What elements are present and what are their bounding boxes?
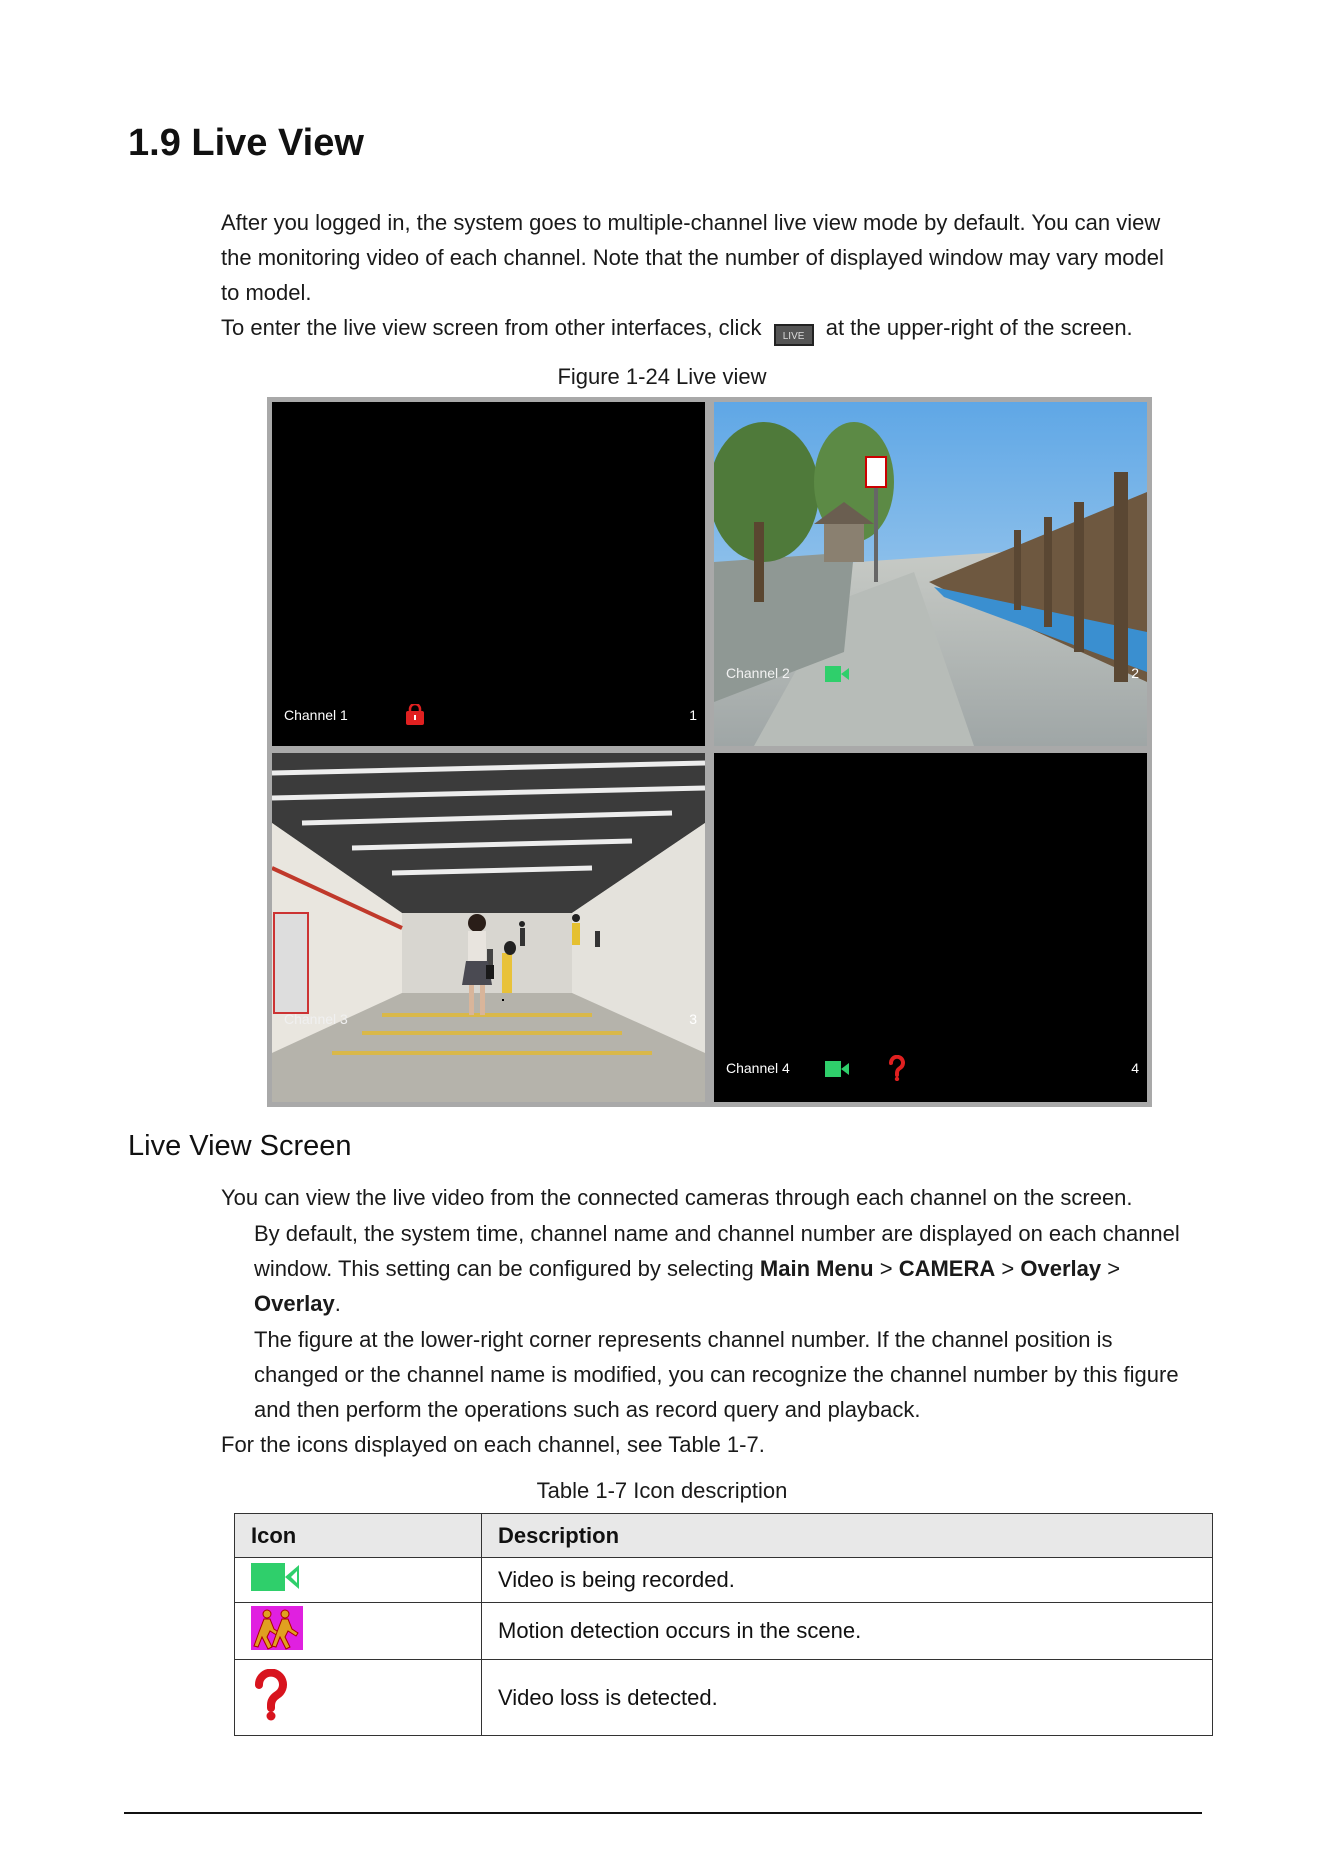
bullet-line: [254, 1286, 1234, 1321]
figure-caption: Figure 1-24 Live view: [557, 364, 767, 389]
lock-alarm-icon: [405, 704, 425, 726]
period: .: [334, 1291, 341, 1316]
table-row: [235, 1603, 1213, 1660]
path-separator: >: [1001, 1256, 1015, 1281]
icon-cell: [235, 1558, 482, 1603]
channel-tile-1[interactable]: [272, 402, 705, 746]
screen-paragraph-2: For the icons displayed on each channel, see Table 1-7.: [221, 1432, 765, 1457]
table-header-row: [235, 1514, 1213, 1558]
record-icon: [251, 1563, 299, 1591]
channel-tile-4[interactable]: [714, 753, 1147, 1102]
channel-name: Channel 3: [284, 1011, 348, 1027]
channel-tile-3[interactable]: [272, 753, 705, 1102]
icon-description-table: [234, 1513, 1213, 1736]
menu-path-main-menu: Main Menu: [759, 1256, 874, 1281]
header-description: Description: [482, 1514, 1213, 1558]
intro-line: to model.: [221, 280, 312, 305]
channel-number: 2: [1131, 665, 1139, 681]
bullet-line: The figure at the lower-right corner represents channel number. If the channel position is: [254, 1327, 1113, 1352]
path-separator: >: [879, 1256, 893, 1281]
walkway-scene-image: [714, 402, 1147, 746]
menu-path-camera: CAMERA: [898, 1256, 996, 1281]
description-cell: Video is being recorded.: [482, 1558, 1213, 1603]
live-view-screen-heading: Live View Screen: [128, 1130, 352, 1162]
channel-number: 4: [1131, 1060, 1139, 1076]
channel-name: Channel 2: [726, 665, 790, 681]
intro-text: To enter the live view screen from other interfaces, click: [221, 315, 762, 340]
section-title: 1.9 Live View: [128, 122, 364, 164]
channel-name: Channel 1: [284, 707, 348, 723]
channel-name: Channel 4: [726, 1060, 790, 1076]
bullet-line: By default, the system time, channel name and channel number are displayed on each channel: [254, 1221, 1180, 1246]
description-cell: Video loss is detected.: [482, 1660, 1213, 1736]
path-separator: >: [1107, 1256, 1121, 1281]
intro-line: the monitoring video of each channel. Note that the number of displayed window may vary model: [221, 245, 1164, 270]
intro-line: After you logged in, the system goes to multiple-channel live view mode by default. You can view: [221, 210, 1161, 235]
intro-paragraph: [221, 205, 1221, 346]
screen-paragraph-1: You can view the live video from the connected cameras through each channel on the screen.: [221, 1185, 1133, 1210]
footer-rule: [124, 1812, 1202, 1814]
menu-path-overlay-2: Overlay: [254, 1291, 335, 1316]
header-icon: Icon: [235, 1514, 482, 1558]
motion-detection-icon: [251, 1606, 303, 1650]
bullet-line: [254, 1251, 1234, 1286]
table-row: [235, 1660, 1213, 1736]
menu-path-overlay: Overlay: [1020, 1256, 1102, 1281]
channel-tile-2[interactable]: [714, 402, 1147, 746]
video-loss-icon: [251, 1669, 291, 1721]
channel-number: 3: [689, 1011, 697, 1027]
record-icon: [825, 666, 849, 682]
description-cell: Motion detection occurs in the scene.: [482, 1603, 1213, 1660]
table-caption: Table 1-7 Icon description: [536, 1478, 788, 1503]
bullet-channel-number: [254, 1322, 1234, 1427]
table-row: [235, 1558, 1213, 1603]
corridor-scene-image: [272, 753, 705, 1102]
intro-text: at the upper-right of the screen.: [825, 315, 1133, 340]
channel-number: 1: [689, 707, 697, 723]
bullet-overlay: [254, 1216, 1234, 1321]
live-button-icon: LIVE: [774, 324, 814, 346]
icon-cell: [235, 1660, 482, 1736]
intro-line-live: [221, 310, 1221, 346]
live-view-figure: [267, 397, 1152, 1107]
video-loss-icon: [888, 1055, 906, 1081]
bullet-line: and then perform the operations such as record query and playback.: [254, 1397, 921, 1422]
bullet-text: window. This setting can be configured by selecting: [254, 1256, 754, 1281]
bullet-line: changed or the channel name is modified, you can recognize the channel number by this figure: [254, 1362, 1179, 1387]
icon-cell: [235, 1603, 482, 1660]
record-icon: [825, 1061, 849, 1077]
